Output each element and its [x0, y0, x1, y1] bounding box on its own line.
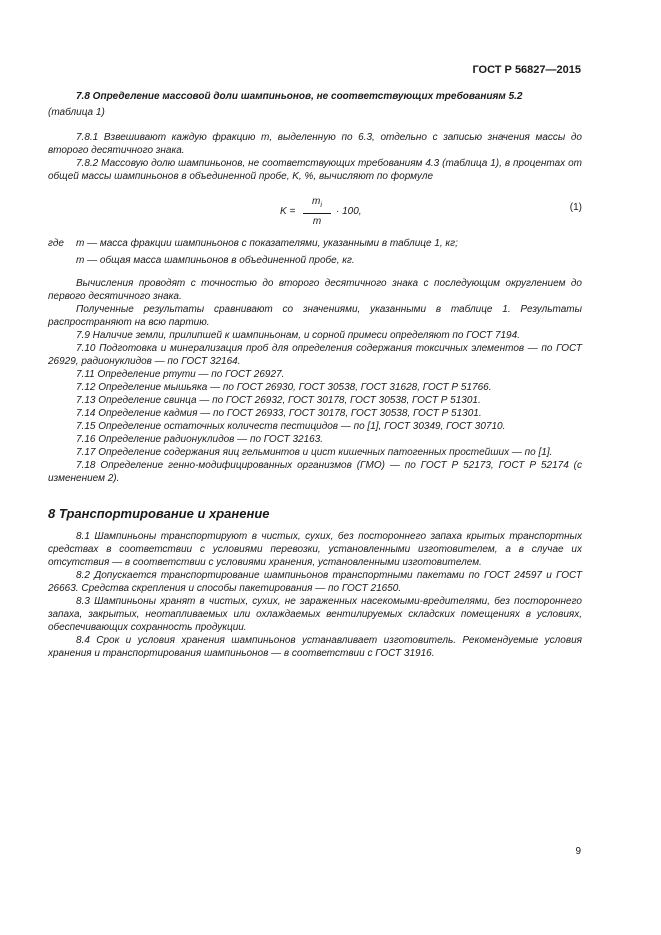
paragraph-7-14: 7.14 Определение кадмия — по ГОСТ 26933, ГОСТ 30178, ГОСТ 30538, ГОСТ Р 51301.	[76, 408, 482, 419]
where-label: где	[48, 238, 64, 249]
paragraph-results: Полученные результаты сравнивают со значениями, указанными в таблице 1. Результаты распространяют на всю партию.	[48, 304, 582, 328]
where-block	[48, 237, 582, 250]
section-7-8-title: 7.8 Определение массовой доли шампиньонов, не соответствующих требованиям 5.2	[76, 91, 523, 102]
paragraph-8-3: 8.3 Шампиньоны хранят в чистых, сухих, не зараженных насекомыми-вредителями, без постороннего запаха, закрытых, неотапливаемых или охлаждаемых вентилируемых складских помещениях в условиях, обеспечивающих сохранность продукции.	[48, 596, 582, 633]
paragraph-7-13: 7.13 Определение свинца — по ГОСТ 26932, ГОСТ 30178, ГОСТ 30538, ГОСТ Р 51301.	[76, 395, 481, 406]
paragraph-rounding: Вычисления проводят с точностью до второго десятичного знака с последующим округлением до первого десятичного знака.	[48, 278, 582, 302]
formula-lhs: K =	[280, 206, 296, 217]
paragraph-7-9: 7.9 Наличие земли, прилипшей к шампиньонам, и сорной примеси определяют по ГОСТ 7194.	[76, 330, 520, 341]
where-line-1: m — масса фракции шампиньонов с показателями, указанными в таблице 1, кг;	[76, 238, 458, 249]
paragraph-7-18: 7.18 Определение генно-модифицированных организмов (ГМО) — по ГОСТ Р 52173, ГОСТ Р 52174 (с изменением 2).	[48, 460, 582, 484]
formula-rhs: · 100,	[336, 206, 362, 217]
document-code: ГОСТ Р 56827—2015	[472, 64, 581, 76]
paragraph-7-10: 7.10 Подготовка и минерализация проб для определения содержания токсичных элементов — по ГОСТ 26929, радионуклидов — по ГОСТ 32164.	[48, 343, 582, 367]
paragraph-7-11: 7.11 Определение ртути — по ГОСТ 26927.	[76, 369, 285, 380]
formula-1	[48, 189, 582, 229]
paragraph-7-8-2: 7.8.2 Массовую долю шампиньонов, не соответствующих требованиям 4.3 (таблица 1), в процентах от общей массы шампиньонов в объединенной пробе, K, %, вычисляют по формуле	[48, 158, 582, 182]
section-7-8-title-cont: (таблица 1)	[48, 107, 105, 118]
section-8-title: 8 Транспортирование и хранение	[48, 506, 270, 521]
formula-fraction	[303, 195, 331, 228]
paragraph-7-15: 7.15 Определение остаточных количеств пестицидов — по [1], ГОСТ 30349, ГОСТ 30710.	[76, 421, 506, 432]
where-line-2: m — общая масса шампиньонов в объединенной пробе, кг.	[76, 255, 355, 266]
paragraph-8-2: 8.2 Допускается транспортирование шампиньонов транспортными пакетами по ГОСТ 24597 и ГОСТ 26663. Средства скрепления и способы пакетирования — по ГОСТ 21650.	[48, 570, 582, 594]
formula-number: (1)	[569, 202, 582, 213]
formula-numerator: $m_i$	[303, 195, 331, 214]
paragraph-7-12: 7.12 Определение мышьяка — по ГОСТ 26930, ГОСТ 30538, ГОСТ 31628, ГОСТ Р 51766.	[76, 382, 492, 393]
paragraph-7-16: 7.16 Определение радионуклидов — по ГОСТ 32163.	[76, 434, 324, 445]
page-body	[48, 90, 582, 660]
paragraph-7-17: 7.17 Определение содержания яиц гельминтов и цист кишечных патогенных простейших — по [1].	[76, 447, 553, 458]
formula-denominator: m	[312, 216, 322, 227]
page-number: 9	[575, 846, 581, 857]
paragraph-7-8-1: 7.8.1 Взвешивают каждую фракцию m, выделенную по 6.3, отдельно с записью значения массы до второго десятичного знака.	[48, 132, 582, 156]
paragraph-8-1: 8.1 Шампиньоны транспортируют в чистых, сухих, без постороннего запаха крытых транспортных средствах в соответствии с условиями перевозки, установленными изготовителем, а в случае их отсутствия — в соответствии с условиями хранения, установленными изготовителем.	[48, 531, 582, 568]
paragraph-8-4: 8.4 Срок и условия хранения шампиньонов устанавливает изготовитель. Рекомендуемые условия хранения и транспортирования шампиньонов — в соответствии с ГОСТ 31916.	[48, 635, 582, 659]
